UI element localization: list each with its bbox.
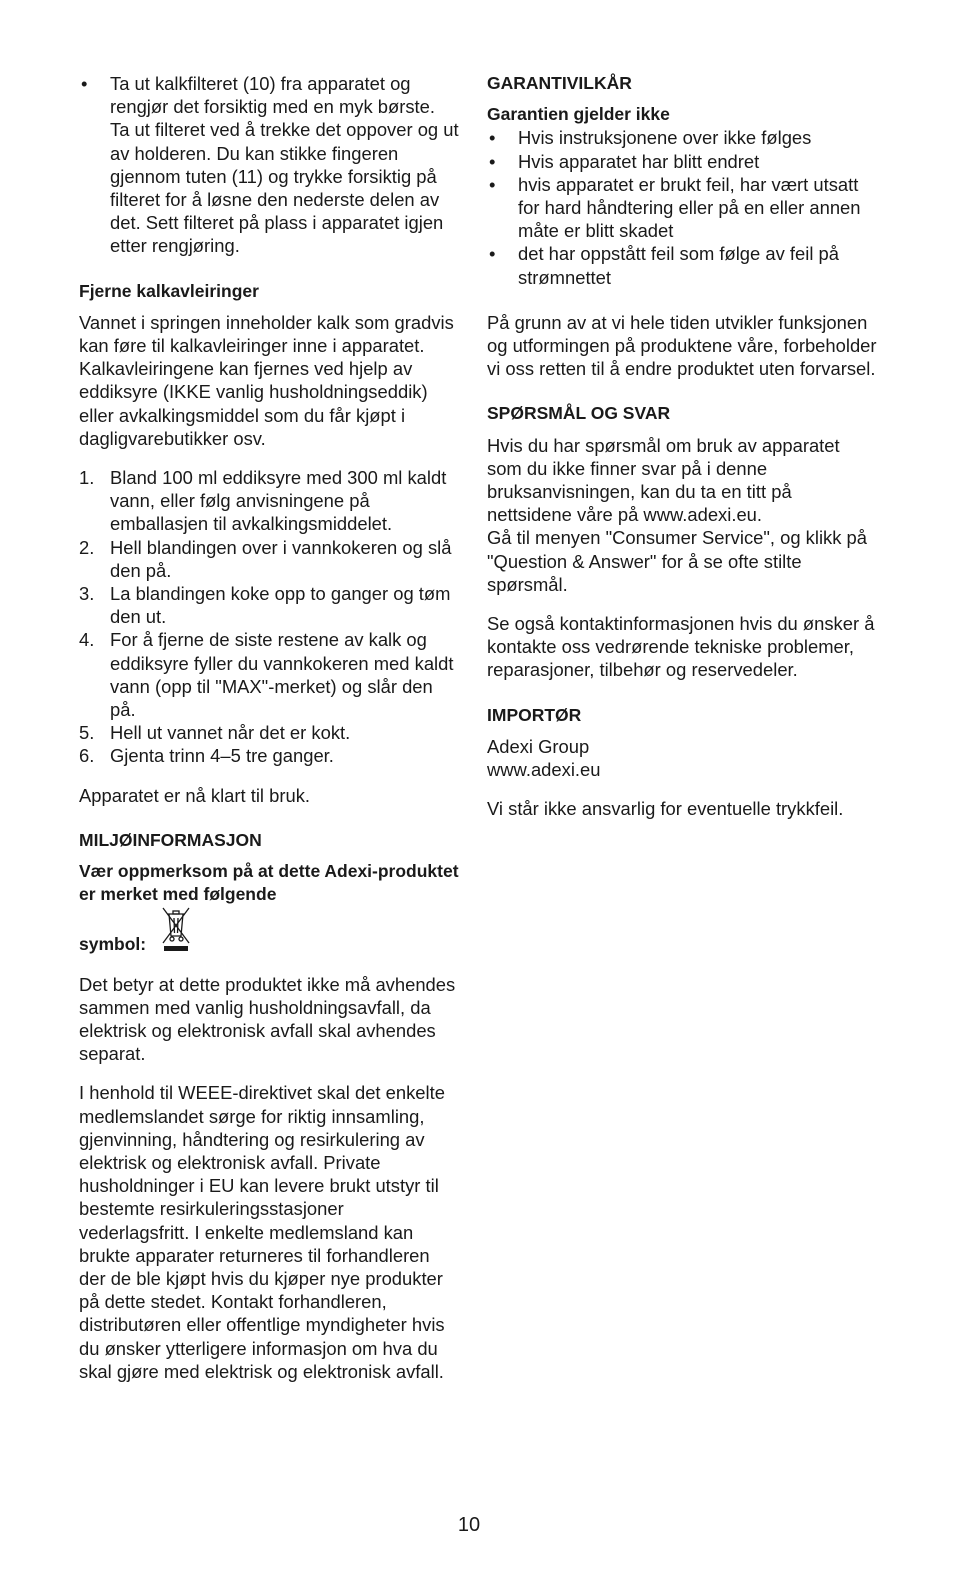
warranty-item-text: hvis apparatet er brukt feil, har vært utsatt for hard håndtering eller på en eller annen måte er blitt skadet: [518, 173, 861, 242]
left-column: [79, 72, 459, 1383]
ready-text: Apparatet er nå klart til bruk.: [79, 784, 311, 806]
list-item: [487, 242, 877, 288]
symbol-label: symbol:: [79, 934, 147, 955]
step-number: 4.: [79, 629, 95, 651]
bullet-marker: •: [489, 150, 496, 172]
disclaimer-text: Vi står ikke ansvarlig for eventuelle trykkfeil.: [487, 798, 844, 820]
symbol-line: [79, 907, 459, 957]
warranty-subheading: Garantien gjelder ikke: [487, 104, 670, 125]
filter-instruction: Ta ut kalkfilteret (10) fra apparatet og rengjør det forsiktig med en myk børste. Ta ut filteret ved å trekke det oppover og ut av holderen. Du kan stikke fingeren gjennom tuten (11) og trykke forsiktig på filteret for å løsne den nederste delen av det. Sett filteret på plass i apparatet igjen etter rengjøring.: [110, 73, 459, 257]
env-heading: MILJØINFORMASJON: [79, 829, 262, 850]
bullet-marker: •: [489, 127, 496, 149]
step-number: 6.: [79, 745, 95, 767]
descale-steps: [79, 466, 459, 768]
importer-name: Adexi Group: [487, 735, 590, 757]
warranty-list: [487, 126, 877, 288]
step-text: La blandingen koke opp to ganger og tøm den ut.: [110, 583, 451, 628]
step-text: Hell ut vannet når det er kokt.: [110, 722, 351, 744]
step-number: 2.: [79, 536, 95, 558]
crossed-bin-icon: [161, 905, 191, 953]
bullet-marker: •: [489, 243, 496, 265]
list-item: [79, 72, 459, 258]
env-paragraph-2: I henhold til WEEE-direktivet skal det enkelte medlemslandet sørge for riktig innsamling, gjenvinning, håndtering og resirkulering av elektrisk og elektronisk avfall. Private husholdninger i EU kan levere brukt utstyr til bestemte resirkuleringsstasjoner vederlagsfritt. I enkelte medlemsland kan brukte apparater returneres til forhandleren der de ble kjøpt hvis du kjøper nye produkter på dette stedet. Kontakt forhandleren, distributøren eller offentlige myndigheter hvis du ønsker ytterligere informasjon om hva du skal gjøre med elektrisk og elektronisk avfall.: [79, 1082, 445, 1382]
bullet-marker: •: [489, 173, 496, 195]
page-number: 10: [457, 1514, 481, 1536]
step-number: 3.: [79, 583, 95, 605]
descale-intro: Vannet i springen inneholder kalk som gradvis kan føre til kalkavleiringer inne i apparatet. Kalkavleiringene kan fjernes ved hjelp av eddiksyre (IKKE vanlig husholdningseddik) eller avkalkingsmiddel som du får kjøpt i dagligvarebutikker osv.: [79, 311, 454, 449]
list-item: [79, 721, 459, 744]
filter-list: [79, 72, 459, 258]
list-item: [79, 744, 459, 767]
list-item: [79, 582, 459, 628]
list-item: [79, 628, 459, 721]
env-paragraph-1: Det betyr at dette produktet ikke må avhendes sammen med vanlig husholdningsavfall, da elektrisk og elektronisk avfall skal avhendes separat.: [79, 973, 456, 1065]
env-bold-note: Vær oppmerksom på at dette Adexi-produktet er merket med følgende: [79, 861, 459, 905]
warranty-item-text: Hvis apparatet har blitt endret: [518, 150, 760, 172]
list-item: [79, 466, 459, 536]
list-item: [487, 126, 877, 149]
importer-heading: IMPORTØR: [487, 704, 582, 725]
right-column: [487, 72, 877, 820]
bullet-marker: •: [81, 73, 88, 94]
importer-url: www.adexi.eu: [487, 759, 601, 781]
warranty-paragraph: På grunn av at vi hele tiden utvikler funksjonen og utformingen på produktene våre, forbeholder vi oss retten til å endre produktet uten forvarsel.: [487, 311, 877, 380]
step-number: 1.: [79, 467, 95, 489]
step-text: Gjenta trinn 4–5 tre ganger.: [110, 745, 334, 767]
descale-heading: Fjerne kalkavleiringer: [79, 280, 259, 301]
qa-paragraph-1: Hvis du har spørsmål om bruk av apparatet som du ikke finner svar på i denne bruksanvisningen, kan du ta en titt på nettsidene våre på www.adexi.eu.: [487, 434, 840, 526]
step-text: Bland 100 ml eddiksyre med 300 ml kaldt vann, eller følg anvisningene på emballasjen til avkalkingsmiddelet.: [110, 467, 447, 535]
qa-heading: SPØRSMÅL OG SVAR: [487, 403, 671, 424]
qa-paragraph-1b: Gå til menyen "Consumer Service", og klikk på "Question & Answer" for å se ofte stilte spørsmål.: [487, 527, 867, 595]
qa-paragraph-2: Se også kontaktinformasjonen hvis du ønsker å kontakte oss vedrørende tekniske problemer, reparasjoner, tilbehør og reservedeler.: [487, 613, 875, 681]
warranty-item-text: det har oppstått feil som følge av feil på strømnettet: [518, 243, 839, 288]
warranty-item-text: Hvis instruksjonene over ikke følges: [518, 127, 812, 149]
step-text: Hell blandingen over i vannkokeren og slå den på.: [110, 536, 452, 581]
list-item: [79, 536, 459, 582]
warranty-heading: GARANTIVILKÅR: [487, 73, 632, 93]
list-item: [487, 173, 877, 243]
step-text: For å fjerne de siste restene av kalk og eddiksyre fyller du vannkokeren med kaldt vann (opp til "MAX"-merket) og slår den på.: [110, 629, 454, 721]
list-item: [487, 150, 877, 173]
step-number: 5.: [79, 722, 95, 744]
